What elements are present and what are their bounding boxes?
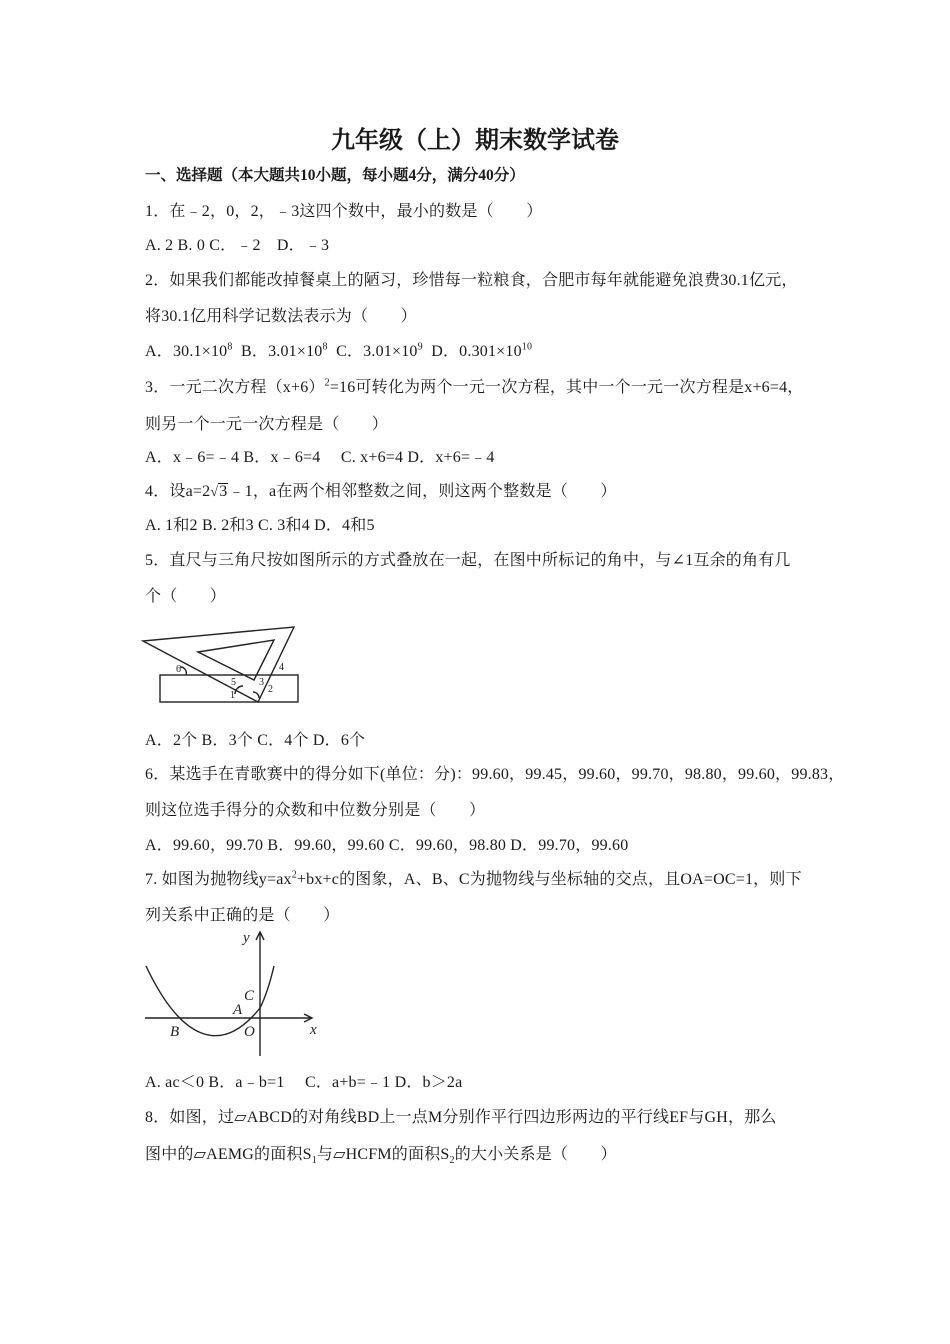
q8-stem-line1: 8．如图，过▱ABCD的对角线BD上一点M分别作平行四边形两边的平行线EF与GH，那么 (145, 1109, 777, 1126)
q6-stem-line2: 则这位选手得分的众数和中位数分别是（ ） (145, 802, 486, 819)
q4-options: A. 1和2 B. 2和3 C. 3和4 D．4和5 (145, 517, 375, 534)
q7-stem-line1 (145, 866, 802, 889)
sqrt-sign-icon: √ (210, 485, 219, 500)
q5-stem-line2: 个（ ） (145, 588, 227, 605)
q2-exp-c: 9 (417, 341, 423, 353)
point-a-label: A (233, 1002, 243, 1018)
set-square-inner (198, 640, 274, 680)
angle-label-4: 4 (279, 662, 284, 673)
q3-stem-line2: 则另一个一元一次方程是（ ） (145, 416, 389, 433)
q7-exponent: 2 (291, 869, 297, 881)
q2-stem-line2: 将30.1亿用科学记数法表示为（ ） (145, 308, 417, 325)
section-heading: 一、选择题（本大题共10小题，每小题4分，满分40分） (145, 167, 525, 184)
angle-arc-2 (253, 692, 259, 698)
x-axis-label: x (310, 1022, 317, 1038)
q4-stem (145, 478, 617, 501)
q2-exp-d: 10 (521, 341, 533, 353)
angle-label-3: 3 (259, 677, 264, 688)
q8-stem-line2 (145, 1141, 617, 1167)
angle-label-6: 6 (176, 664, 181, 675)
q5-options: A．2个 B．3个 C．4个 D．6个 (145, 732, 366, 749)
q7-stem-post: +bx+c的图象，A、B、C为抛物线与坐标轴的交点，且OA=OC=1，则下 (296, 871, 802, 888)
y-axis-label: y (243, 930, 250, 946)
q7-stem-pre: 7. 如图为抛物线y=ax (145, 871, 292, 888)
q3-stem-post: =16可转化为两个一元一次方程，其中一个一元一次方程是x+6=4， (329, 379, 804, 396)
q3-options: A．x﹣6=﹣4 B．x﹣6=4 C. x+6=4 D．x+6=﹣4 (145, 449, 495, 466)
q1-options: A. 2 B. 0 C．﹣2 D．﹣3 (145, 237, 330, 254)
q7-stem-line2: 列关系中正确的是（ ） (145, 907, 340, 924)
q6-stem-line1: 6．某选手在青歌赛中的得分如下(单位：分)：99.60，99.45，99.60，99.70，98.80，99.60，99.83， (145, 766, 845, 783)
ruler-triangle-figure (140, 622, 302, 706)
q2-stem-line1: 2．如果我们都能改掉餐桌上的陋习，珍惜每一粒粮食，合肥市每年就能避免浪费30.1亿元， (145, 272, 798, 289)
q8-stem-part-c: 的大小关系是（ ） (454, 1146, 617, 1163)
q7-options: A. ac＜0 B．a﹣b=1 C．a+b=﹣1 D．b＞2a (145, 1074, 463, 1091)
page-title: 九年级（上）期末数学试卷 (331, 125, 619, 154)
q8-stem-part-a: 图中的▱AEMG的面积S (145, 1146, 312, 1163)
q2-option-b: B．3.01×10 (232, 343, 323, 360)
q2-exp-b: 8 (322, 341, 328, 353)
q2-exp-a: 8 (227, 341, 233, 353)
q2-option-c: C．3.01×10 (327, 343, 418, 360)
point-c-label: C (244, 988, 255, 1004)
q3-stem-pre: 3．一元二次方程（x+6） (145, 379, 325, 396)
angle-label-2: 2 (268, 684, 273, 695)
angle-label-1: 1 (230, 690, 235, 701)
q5-stem-line1: 5．直尺与三角尺按如图所示的方式叠放在一起，在图中所标记的角中，与∠1互余的角有几 (145, 552, 791, 569)
ruler-shape (160, 675, 298, 702)
parabola-figure (140, 928, 325, 1060)
q8-subscript-1: 1 (311, 1155, 317, 1167)
q4-radicand: 3 (219, 483, 228, 500)
q2-option-d: D．0.301×10 (422, 343, 522, 360)
q3-stem-line1 (145, 374, 804, 397)
origin-label: O (244, 1024, 255, 1040)
q8-stem-part-b: 与▱HCFM的面积S (316, 1146, 450, 1163)
angle-label-5: 5 (231, 677, 236, 688)
q3-exponent: 2 (324, 377, 330, 389)
q4-stem-post: ﹣1，a在两个相邻整数之间，则这两个整数是（ ） (228, 483, 617, 500)
q1-stem: 1．在﹣2，0，2，﹣3这四个数中，最小的数是（ ） (145, 203, 543, 220)
q2-options (145, 338, 532, 361)
q8-subscript-2: 2 (449, 1155, 455, 1167)
q4-stem-pre: 4．设a=2 (145, 483, 211, 500)
q6-options: A．99.60，99.70 B．99.60，99.60 C．99.60，98.80 D．99.70，99.60 (145, 837, 629, 854)
q2-option-a: A．30.1×10 (145, 343, 228, 360)
point-b-label: B (170, 1024, 180, 1040)
